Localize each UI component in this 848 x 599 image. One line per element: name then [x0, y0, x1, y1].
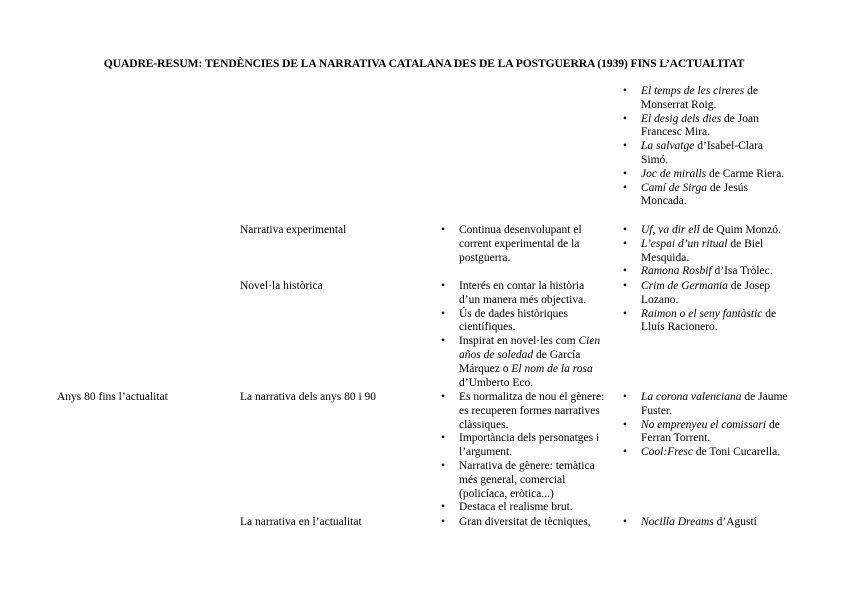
- row-label-experimental: Narrativa experimental: [240, 224, 347, 236]
- list-item: • Nocilla Dreams d’Agustí: [623, 516, 793, 530]
- list-item: • Uf, va dir ell de Quim Monzó.: [623, 224, 793, 238]
- features-anys8090: [441, 391, 606, 515]
- page-title: QUADRE-RESUM: TENDÈNCIES DE LA NARRATIVA CATALANA DES DE LA POSTGUERRA (1939) FINS L’ACTUALITAT: [103, 57, 745, 70]
- list-item: • Raimon o el seny fantàstic de Lluís Racionero.: [623, 308, 793, 336]
- list-item: • L’espai d’un ritual de Biel Mesquida.: [623, 238, 793, 266]
- list-item: • Joc de miralls de Carme Riera.: [623, 168, 793, 182]
- features-experimental: [441, 224, 606, 265]
- list-item: • Ús de dades històriques científiques.: [441, 308, 606, 336]
- features-historica: [441, 280, 606, 390]
- list-item: • El desig dels dies de Joan Francesc Mira.: [623, 113, 793, 141]
- examples-experimental: [623, 224, 793, 279]
- list-item: • Inspirat en novel·les com Cien años de soledad de García Márquez o El nom de la rosa d’Umberto Eco.: [441, 335, 606, 390]
- list-item: • Es normalitza de nou el gènere: es recuperen formes narratives clàssiques.: [441, 391, 606, 432]
- list-item: • Crim de Germania de Josep Lozano.: [623, 280, 793, 308]
- list-item: • Gran diversitat de tècniques,: [441, 516, 606, 530]
- list-item: • Destaca el realisme brut.: [441, 501, 606, 515]
- row-label-actualitat: La narrativa en l’actualitat: [240, 516, 362, 528]
- list-item: • Ramona Rosbif d’Isa Tròlec.: [623, 265, 793, 279]
- row-label-historica: Novel·la històrica: [240, 280, 323, 292]
- list-item: • Narrativa de gènere: temàtica més general, comercial (policíaca, eròtica...): [441, 460, 606, 501]
- list-item: • No emprenyeu el comissari de Ferran Torrent.: [623, 419, 793, 447]
- list-item: • Cool:Fresc de Toni Cucarella.: [623, 446, 793, 460]
- list-item: • La corona valenciana de Jaume Fuster.: [623, 391, 793, 419]
- list-item: • Camí de Sirga de Jesús Moncada.: [623, 182, 793, 210]
- top-examples-cell: [623, 85, 793, 209]
- period-label: Anys 80 fins l’actualitat: [57, 391, 168, 403]
- list-item: • Importància dels personatges i l’argument.: [441, 432, 606, 460]
- features-actualitat: [441, 516, 606, 530]
- list-item: • La salvatge d’Isabel-Clara Simó.: [623, 140, 793, 168]
- list-item: • Interés en contar la història d’un manera més objectiva.: [441, 280, 606, 308]
- examples-anys8090: [623, 391, 793, 460]
- list-item: • Continua desenvolupant el corrent experimental de la postguerra.: [441, 224, 606, 265]
- list-item: • El temps de les cireres de Monserrat Roig.: [623, 85, 793, 113]
- row-label-anys8090: La narrativa dels anys 80 i 90: [240, 391, 377, 403]
- examples-historica: [623, 280, 793, 335]
- examples-actualitat: [623, 516, 793, 530]
